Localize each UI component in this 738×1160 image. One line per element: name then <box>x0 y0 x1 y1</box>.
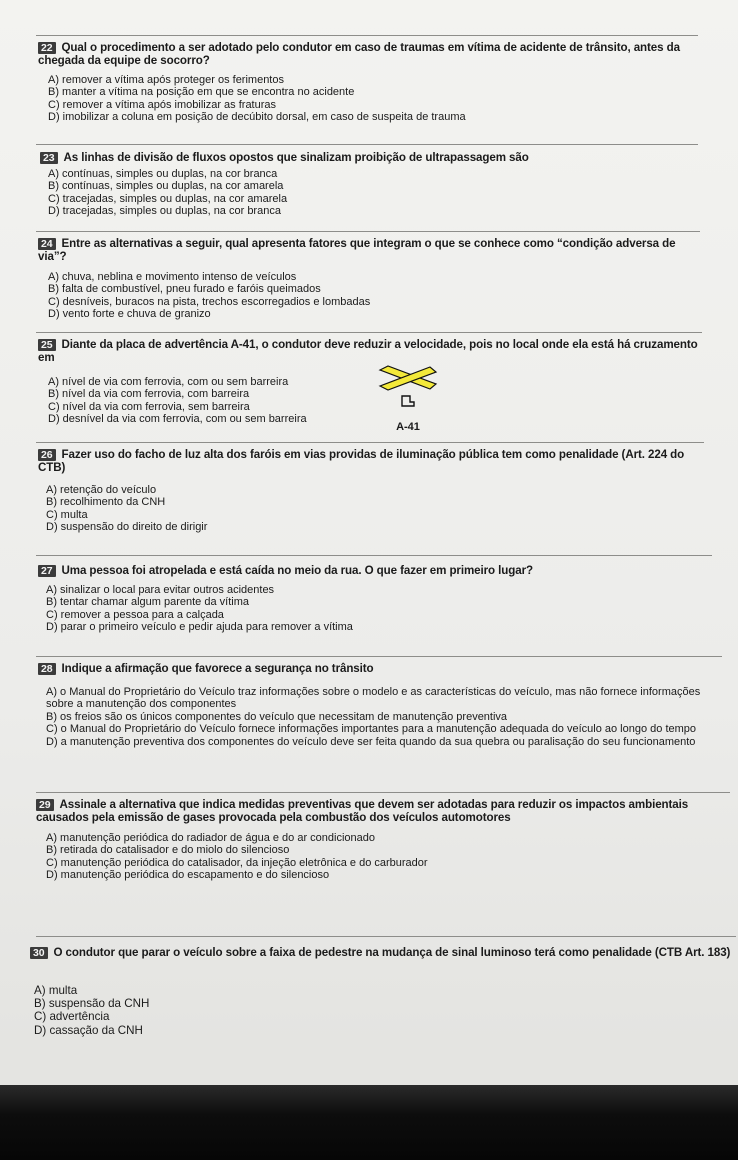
option-b[interactable]: B) os freios são os únicos componentes do veículo que necessitam de manutenção preventiva <box>46 710 508 723</box>
option-d[interactable]: D) imobilizar a coluna em posição de decúbito dorsal, em caso de suspeita de trauma <box>48 111 466 124</box>
option-d[interactable]: D) a manutenção preventiva dos componentes do veículo deve ser feita quando da sua quebra ou paralisação do seu funcionamento <box>46 735 696 748</box>
option-b[interactable]: B) nível da via com ferrovia, com barreira <box>48 388 250 401</box>
question-23-heading <box>40 151 700 164</box>
question-number-badge: 26 <box>38 449 56 461</box>
question-divider <box>36 936 736 937</box>
question-26-options <box>46 484 686 534</box>
option-b[interactable]: B) tentar chamar algum parente da vítima <box>46 596 249 609</box>
dark-background-edge <box>0 1085 738 1160</box>
option-c[interactable]: C) manutenção periódica do catalisador, da injeção eletrônica e do carburador <box>46 856 428 869</box>
option-c[interactable]: C) advertência <box>34 1010 110 1024</box>
railway-crossing-sign-a41 <box>378 362 438 418</box>
option-b[interactable]: B) falta de combustível, pneu furado e faróis queimados <box>48 283 321 296</box>
question-text: Qual o procedimento a ser adotado pelo condutor em caso de traumas em vítima de acidente de trânsito, antes da chegada da equipe de socorro? <box>38 41 680 67</box>
option-a[interactable]: A) o Manual do Proprietário do Veículo traz informações sobre o modelo e as características do veículo, mas não fornece informações sobre a manutenção dos componentes <box>46 686 701 711</box>
question-number-badge: 28 <box>38 663 56 675</box>
option-a[interactable]: A) sinalizar o local para evitar outros acidentes <box>46 584 275 596</box>
question-24-options <box>48 271 688 321</box>
question-29-heading <box>36 798 732 824</box>
option-d[interactable]: D) vento forte e chuva de granizo <box>48 308 211 321</box>
option-a[interactable]: A) manutenção periódica do radiador de água e do ar condicionado <box>46 832 376 844</box>
option-d[interactable]: D) tracejadas, simples ou duplas, na cor branca <box>48 205 281 218</box>
option-a[interactable]: A) nível de via com ferrovia, com ou sem barreira <box>48 376 289 388</box>
question-29-options <box>46 832 726 882</box>
question-divider <box>36 332 702 333</box>
option-c[interactable]: C) remover a pessoa para a calçada <box>46 608 224 621</box>
question-text: Assinale a alternativa que indica medidas preventivas que devem ser adotadas para reduzir os impactos ambientais causados pela emissão de gases provocada pela combustão dos veículos automotores <box>36 798 689 824</box>
question-text: Indique a afirmação que favorece a segurança no trânsito <box>61 662 374 675</box>
option-b[interactable]: B) contínuas, simples ou duplas, na cor amarela <box>48 180 284 193</box>
question-number-badge: 23 <box>40 152 58 164</box>
question-text: As linhas de divisão de fluxos opostos que sinalizam proibição de ultrapassagem são <box>63 151 529 164</box>
question-divider <box>36 231 700 232</box>
question-30-heading <box>30 946 736 959</box>
question-22-options <box>48 74 688 124</box>
option-a[interactable]: A) contínuas, simples ou duplas, na cor branca <box>48 168 278 180</box>
question-number-badge: 24 <box>38 238 56 250</box>
question-divider <box>36 656 722 657</box>
option-d[interactable]: D) manutenção periódica do escapamento e do silencioso <box>46 869 330 882</box>
question-26-heading <box>38 448 710 474</box>
question-divider <box>36 144 698 145</box>
question-27-options <box>46 584 686 634</box>
question-24-heading <box>38 237 702 263</box>
question-23-options <box>48 168 688 218</box>
option-c[interactable]: C) nível da via com ferrovia, sem barreira <box>48 400 250 413</box>
option-c[interactable]: C) remover a vítima após imobilizar as fraturas <box>48 98 277 111</box>
question-number-badge: 29 <box>36 799 54 811</box>
option-a[interactable]: A) chuva, neblina e movimento intenso de veículos <box>48 271 297 283</box>
option-c[interactable]: C) o Manual do Proprietário do Veículo fornece informações importantes para a manutenção adequada do veículo ao longo do tempo <box>46 723 697 736</box>
question-text: Entre as alternativas a seguir, qual apresenta fatores que integram o que se conhece como “condição adversa de via”? <box>38 237 676 263</box>
question-text: Uma pessoa foi atropelada e está caída no meio da rua. O que fazer em primeiro lugar? <box>61 564 533 577</box>
question-28-options <box>46 686 726 748</box>
question-text: Diante da placa de advertência A-41, o condutor deve reduzir a velocidade, pois no local onde ela está há cruzamento em <box>38 338 698 364</box>
option-a[interactable]: A) retenção do veículo <box>46 484 157 496</box>
option-d[interactable]: D) suspensão do direito de dirigir <box>46 521 208 534</box>
question-number-badge: 30 <box>30 947 48 959</box>
question-27-heading <box>38 564 708 577</box>
question-divider <box>36 35 698 36</box>
sign-label: A-41 <box>396 421 420 433</box>
option-b[interactable]: B) manter a vítima na posição em que se encontra no acidente <box>48 86 355 99</box>
option-a[interactable]: A) remover a vítima após proteger os ferimentos <box>48 74 284 86</box>
sign-post-icon <box>402 396 414 406</box>
question-22-heading <box>38 41 700 67</box>
option-c[interactable]: C) tracejadas, simples ou duplas, na cor amarela <box>48 192 288 205</box>
option-c[interactable]: C) multa <box>46 508 88 521</box>
question-number-badge: 25 <box>38 339 56 351</box>
question-number-badge: 27 <box>38 565 56 577</box>
option-b[interactable]: B) suspensão da CNH <box>34 997 150 1011</box>
question-divider <box>36 555 712 556</box>
question-25-options <box>48 376 368 426</box>
option-d[interactable]: D) cassação da CNH <box>34 1023 143 1037</box>
question-30-options <box>34 984 714 1037</box>
question-number-badge: 22 <box>38 42 56 54</box>
option-b[interactable]: B) retirada do catalisador e do miolo do silencioso <box>46 844 290 857</box>
question-text: O condutor que parar o veículo sobre a faixa de pedestre na mudança de sinal luminoso terá como penalidade (CTB Art. 183) <box>53 946 731 959</box>
option-d[interactable]: D) desnível da via com ferrovia, com ou sem barreira <box>48 413 307 426</box>
option-c[interactable]: C) desníveis, buracos na pista, trechos escorregadios e lombadas <box>48 295 371 308</box>
question-28-heading <box>38 662 718 675</box>
question-25-heading <box>38 338 702 364</box>
question-divider <box>36 442 704 443</box>
question-text: Fazer uso do facho de luz alta dos faróis em vias providas de iluminação pública tem como penalidade (Art. 224 do CTB) <box>38 448 685 474</box>
option-b[interactable]: B) recolhimento da CNH <box>46 496 166 509</box>
option-d[interactable]: D) parar o primeiro veículo e pedir ajuda para remover a vítima <box>46 621 353 634</box>
question-divider <box>36 792 730 793</box>
option-a[interactable]: A) multa <box>34 984 78 997</box>
